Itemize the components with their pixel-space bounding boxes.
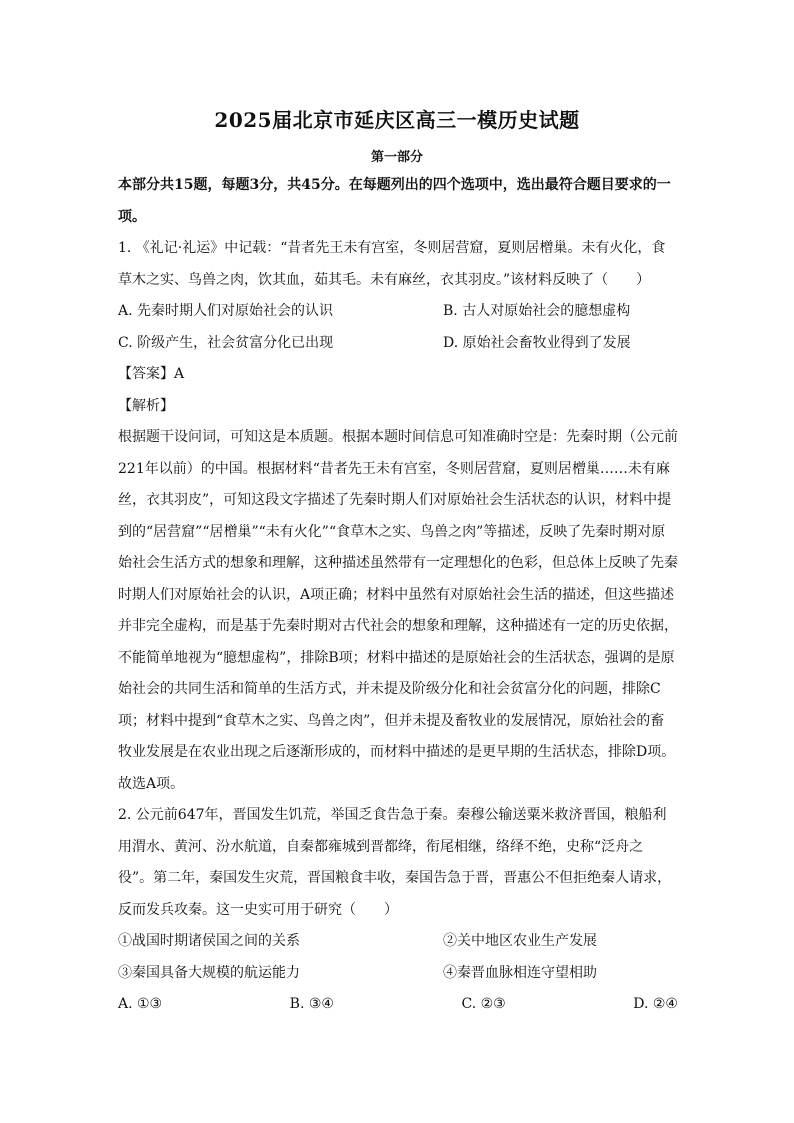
question-1-options-row-1 bbox=[118, 296, 678, 328]
question-2-option-a: A. ①③ bbox=[118, 996, 163, 1012]
question-1-option-b: B. 古人对原始社会的臆想虚构 bbox=[443, 303, 631, 319]
question-1-option-c: C. 阶级产生，社会贫富分化已出现 bbox=[118, 334, 334, 351]
question-1-analysis: 根据题干设问词，可知这是本质题。根据本题时间信息可知准确时空是：先秦时期（公元前221年以前）的中国。根据材料“昔者先王未有宫室，冬则居营窟，夏则居橧巢……未有麻丝，衣其羽皮”，可知这段文字描述了先秦时期人们对原始社会生活状态的认识，材料中提到的“居营窟”“居橧巢”“未有火化”“食草木之实、鸟兽之肉”等描述，反映了先秦时期对原始社会生活方式的想象和理解，这种描述虽然带有一定理想化的色彩，但总体上反映了先秦时期人们对原始社会的认识，A项正确；材料中虽然有对原始社会生活的描述，但这些描述并非完全虚构，而是基于先秦时期对古代社会的想象和理解，这种描述有一定的历史依据，不能简单地视为“臆想虚构”，排除B项；材料中描述的是原始社会的生活状态，强调的是原始社会的共同生活和简单的生活方式，并未提及阶级分化和社会贫富分化的问题，排除C项；材料中提到“食草木之实、鸟兽之肉”，但并未提及畜牧业的发展情况，原始社会的畜牧业发展是在农业出现之后逐渐形成的，而材料中描述的是更早期的生活状态，排除D项。故选A项。 bbox=[118, 429, 678, 792]
question-1-options-row-2 bbox=[118, 328, 678, 360]
question-2-statements-row-1 bbox=[118, 926, 678, 958]
question-1-stem: 1. 《礼记·礼运》中记载：“昔者先王未有宫室，冬则居营窟，夏则居橧巢。未有火化，食草木之实、鸟兽之肉，饮其血，茹其毛。未有麻丝，衣其羽皮。”该材料反映了（ ） bbox=[118, 240, 666, 288]
question-2-stem: 2. 公元前647年，晋国发生饥荒，举国乏食告急于秦。秦穆公输送粟米救济晋国，粮船利用渭水、黄河、汾水航道，自秦都雍城到晋都绛，衔尾相继，络绎不绝，史称“泛舟之役”。第二年，秦国发生灾荒，晋国粮食丰收，秦国告急于晋，晋惠公不但拒绝秦人请求，反而发兵攻秦。这一史实可用于研究（ ） bbox=[118, 807, 672, 918]
instruction-text: 本部分共15题，每题3分，共45分。在每题列出的四个选项中，选出最符合题目要求的一项。 bbox=[118, 177, 671, 225]
question-2-statement-3: ③秦国具备大规模的航运能力 bbox=[118, 964, 300, 981]
question-2-option-d: D. ②④ bbox=[633, 996, 678, 1012]
question-1-option-a: A. 先秦时期人们对原始社会的认识 bbox=[118, 303, 334, 319]
section-heading: 第一部分 bbox=[370, 150, 423, 165]
question-1-option-d: D. 原始社会畜牧业得到了发展 bbox=[443, 334, 631, 351]
question-2-options bbox=[118, 989, 678, 1021]
question-2-statement-2: ②关中地区农业生产发展 bbox=[443, 933, 597, 949]
question-1-analysis-label: 【解析】 bbox=[118, 397, 174, 414]
question-2-statements-row-2 bbox=[118, 958, 678, 990]
page-title: 2025届北京市延庆区高三一模历史试题 bbox=[214, 108, 580, 132]
question-2-option-b: B. ③④ bbox=[289, 996, 334, 1012]
question-2-statement-1: ①战国时期诸侯国之间的关系 bbox=[118, 933, 300, 949]
content-body bbox=[118, 170, 678, 1021]
question-1-answer: 【答案】A bbox=[118, 366, 185, 382]
question-2-option-c: C. ②③ bbox=[461, 996, 506, 1012]
question-2-statement-4: ④秦晋血脉相连守望相助 bbox=[443, 964, 597, 981]
